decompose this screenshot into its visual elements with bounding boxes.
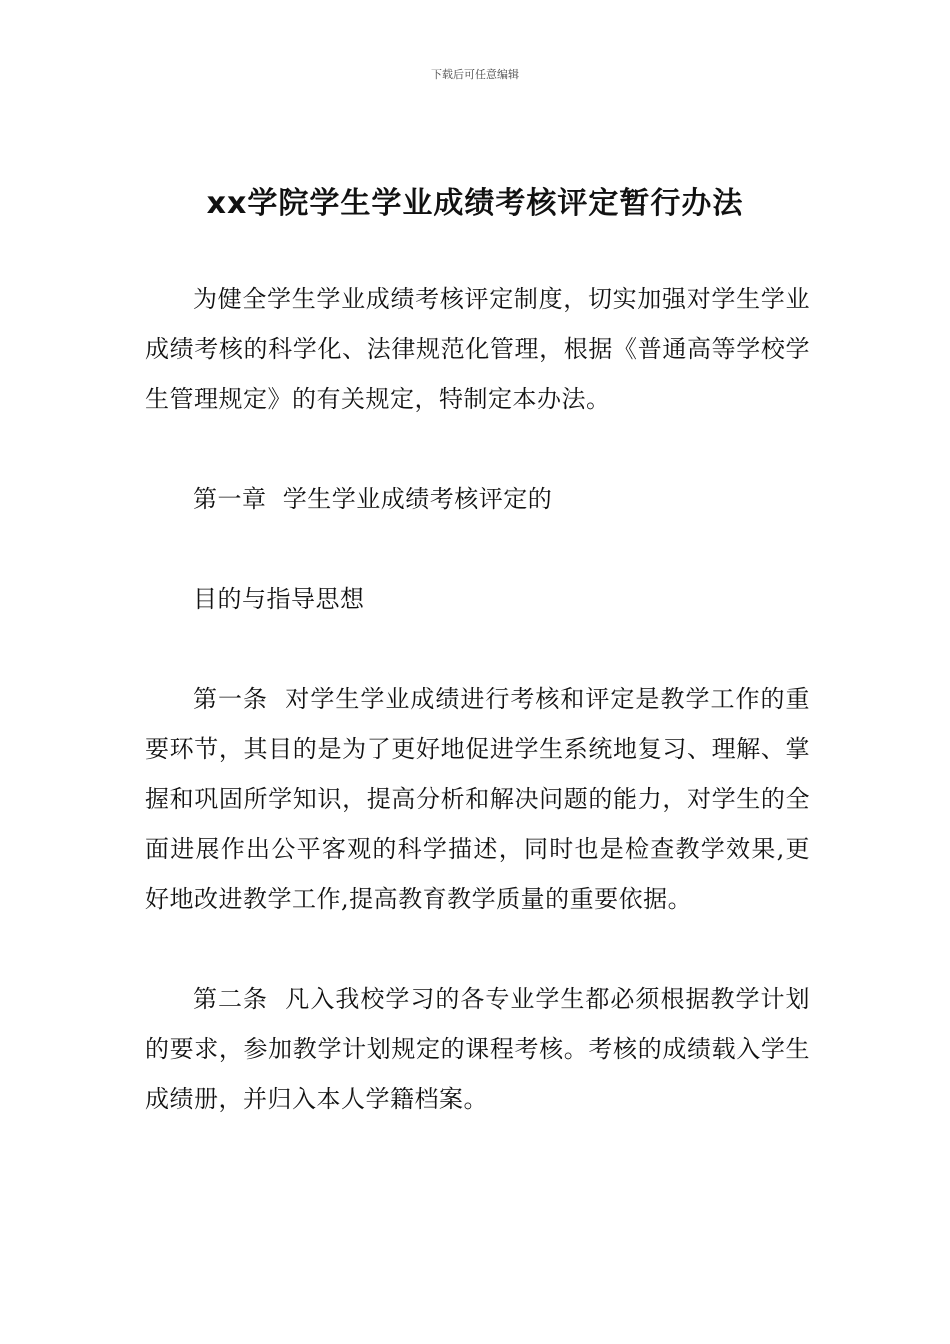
document-title: xx学院学生学业成绩考核评定暂行办法 [206, 186, 744, 221]
chapter-heading-line-2: 目的与指导思想 [193, 585, 365, 613]
article-2-paragraph: 第二条 凡入我校学习的各专业学生都必须根据教学计划的要求，参加教学计划规定的课程考核。考核的成绩载入学生成绩册，并归入本人学籍档案。 [145, 985, 810, 1113]
article-1-paragraph: 第一条 对学生学业成绩进行考核和评定是教学工作的重要环节，其目的是为了更好地促进学生系统地复习、理解、掌握和巩固所学知识，提高分析和解决问题的能力，对学生的全面进展作出公平客观的科学描述，同时也是检查教学效果,更好地改进教学工作,提高教育教学质量的重要依据。 [145, 685, 810, 913]
document-body [145, 274, 810, 1174]
chapter-heading-line-1: 第一章 学生学业成绩考核评定的 [193, 485, 553, 513]
intro-paragraph: 为健全学生学业成绩考核评定制度，切实加强对学生学业成绩考核的科学化、法律规范化管理，根据《普通高等学校学生管理规定》的有关规定，特制定本办法。 [145, 285, 810, 413]
header-note: 下载后可任意编辑 [431, 68, 519, 81]
